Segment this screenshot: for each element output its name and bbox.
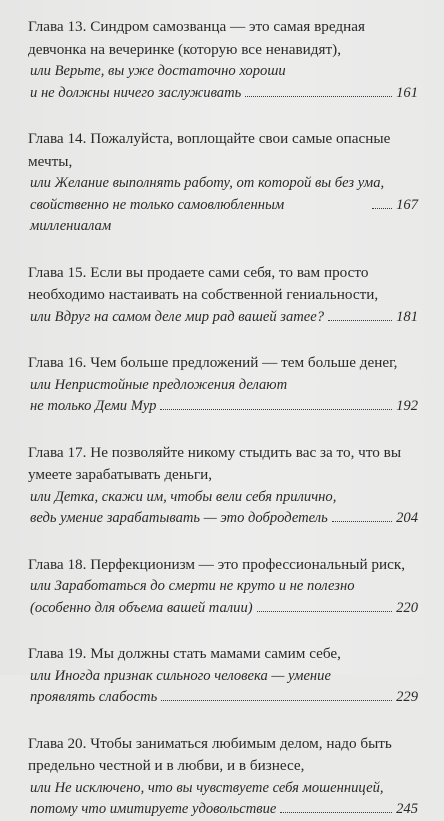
chapter-subtitle-line: или Непристойные предложения делают (30, 376, 288, 393)
chapter-title: Глава 16. Чем больше предложений — тем больше денег, (28, 354, 398, 371)
toc-entry[interactable] (28, 442, 418, 530)
chapter-subtitle-line: не только Деми Мур (30, 398, 157, 414)
chapter-subtitle-line: или Не исключено, что вы чувствуете себя мошенницей, (30, 779, 384, 796)
page-number: 220 (396, 599, 418, 616)
page-number: 181 (396, 308, 418, 325)
chapter-title: Глава 18. Перфекционизм — это профессиональный риск, (28, 555, 406, 573)
toc-entry[interactable] (28, 128, 418, 238)
chapter-leader-row (28, 307, 418, 329)
chapter-subtitle-line: (особенно для объема вашей талии) (30, 599, 253, 616)
page-number: 192 (396, 398, 418, 414)
page-number: 167 (396, 196, 418, 213)
chapter-subtitle-line: или Заработаться до смерти не круто и не полезно (30, 578, 355, 594)
chapter-subtitle-line: и не должны ничего заслуживать (30, 84, 242, 101)
chapter-leader-row (28, 195, 418, 238)
chapter-title: Глава 20. Чтобы заниматься любимым делом, надо быть предельно честной и в любви, и в бизнесе, (28, 734, 392, 774)
page-number: 245 (396, 801, 418, 817)
toc-entry[interactable] (28, 733, 418, 821)
chapter-leader-row (28, 598, 418, 620)
chapter-title: Глава 15. Если вы продаете сами себя, то вам просто необходимо настаивать на собственной гениальности, (28, 263, 379, 303)
dot-leader (161, 700, 392, 701)
chapter-title: Глава 13. Синдром самозванца — это самая вредная девчонка на вечеринке (которую все ненавидят), (28, 18, 365, 58)
chapter-leader-row (28, 799, 418, 821)
toc-entry[interactable] (28, 643, 418, 709)
chapter-subtitle-line: или Верьте, вы уже достаточно хороши (30, 63, 286, 79)
chapter-subtitle-line: потому что имитируете удовольствие (30, 801, 277, 817)
chapter-leader-row (28, 508, 418, 530)
dot-leader (332, 521, 392, 522)
chapter-title: Глава 14. Пожалуйста, воплощайте свои самые опасные мечты, (28, 130, 391, 170)
chapter-subtitle-line: свойственно не только самовлюбленным миллениалам (30, 196, 285, 234)
chapter-subtitle-line: или Детка, скажи им, чтобы вели себя прилично, (30, 488, 337, 505)
page-number: 229 (396, 689, 418, 705)
page-number: 161 (396, 84, 418, 101)
chapter-subtitle-line: проявлять слабость (30, 689, 158, 705)
dot-leader (372, 208, 392, 209)
dot-leader (257, 611, 392, 612)
toc-entry[interactable] (28, 16, 418, 104)
toc-entry[interactable] (28, 352, 418, 418)
chapter-subtitle-line: или Вдруг на самом деле мир рад вашей затее? (30, 308, 325, 325)
chapter-leader-row (28, 687, 418, 709)
dot-leader (280, 812, 392, 813)
chapter-title: Глава 17. Не позволяйте никому стыдить вас за то, что вы умеете зарабатывать деньги, (28, 443, 402, 483)
chapter-subtitle-line: ведь умение зарабатывать — это добродетель (30, 510, 328, 526)
chapter-leader-row (28, 83, 418, 105)
chapter-subtitle-line: или Желание выполнять работу, от которой вы без ума, (30, 175, 385, 191)
toc-entry[interactable] (28, 554, 418, 620)
chapter-subtitle-line: или Иногда признак сильного человека — умение (30, 667, 331, 684)
chapter-title: Глава 19. Мы должны стать мамами самим себе, (28, 645, 341, 662)
toc-entry[interactable] (28, 262, 418, 329)
page-number: 204 (396, 510, 418, 526)
dot-leader (245, 96, 392, 97)
dot-leader (160, 409, 392, 410)
dot-leader (328, 320, 392, 321)
chapter-leader-row (28, 396, 418, 418)
table-of-contents (28, 16, 418, 821)
